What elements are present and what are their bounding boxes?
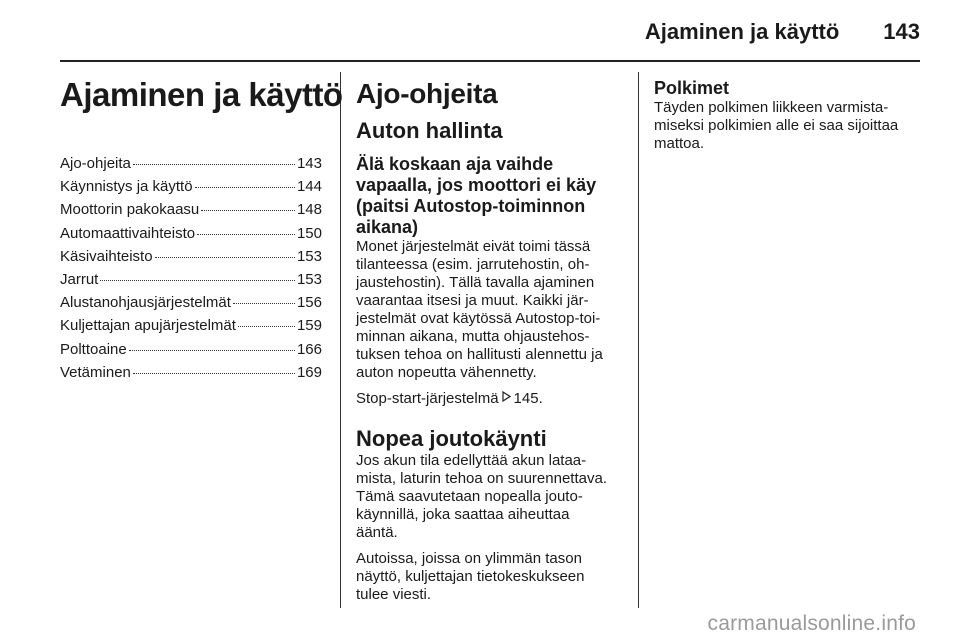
- toc-entry-page: 153: [296, 271, 322, 289]
- column-divider: [638, 72, 639, 608]
- heading-line: aikana): [356, 217, 419, 237]
- text-line: minnan aikana, mutta ohjaustehos-: [356, 328, 590, 345]
- text-line: auton nopeutta vähennetty.: [356, 364, 537, 381]
- toc-entry-label: Ajo-ohjeita: [60, 155, 131, 172]
- heading-line: vapaalla, jos moottori ei käy: [356, 175, 597, 195]
- cross-reference-page: 145.: [513, 390, 543, 407]
- toc-entry-page: 143: [296, 155, 322, 172]
- article-column: [356, 72, 624, 612]
- toc-entry-page: 144: [296, 178, 322, 196]
- toc-leader-dots: [133, 373, 295, 374]
- text-line: Monet järjestelmät eivät toimi tässä: [356, 238, 591, 255]
- toc-entry-label: Käsivaihteisto: [60, 247, 153, 265]
- text-line: jaustehostin). Tällä tavalla ajaminen: [356, 274, 595, 291]
- page-ref-arrow-icon: [502, 389, 511, 407]
- text-line: mista, laturin tehoa on suurennettava.: [356, 470, 607, 487]
- text-line: Täyden polkimen liikkeen varmista-: [654, 99, 889, 116]
- cross-reference-text: Stop-start-järjestelmä: [356, 390, 499, 407]
- toc-entry-label: Alustanohjausjärjestelmät: [60, 294, 231, 312]
- text-line: näyttö, kuljettajan tietokeskukseen: [356, 568, 585, 585]
- chapter-title: Ajaminen ja käyttö: [60, 76, 343, 113]
- toc-entry-label: Vetäminen: [60, 363, 131, 381]
- text-line: vaarantaa itsesi ja muut. Kaikki jär-: [356, 292, 589, 309]
- text-line: tuksen tehoa on hallitusti alennettu ja: [356, 346, 603, 363]
- toc-entry-label: Polttoaine: [60, 340, 127, 358]
- text-line: ääntä.: [356, 524, 398, 541]
- heading-line: (paitsi Autostop-toiminnon: [356, 196, 586, 216]
- toc-entry-page: 153: [296, 247, 322, 265]
- article-column-right: [654, 72, 924, 161]
- subsection-heading-fast-idle: Nopea joutokäynti: [356, 426, 547, 451]
- toc-entry-page: 156: [296, 294, 322, 312]
- cross-reference[interactable]: [356, 390, 624, 408]
- header-rule: [60, 60, 920, 62]
- toc-entry[interactable]: [60, 152, 322, 175]
- toc-leader-dots: [233, 303, 295, 304]
- text-line: tilanteessa (esim. jarrutehostin, oh-: [356, 256, 590, 273]
- running-header: [60, 14, 920, 50]
- toc-entry-page: 166: [296, 340, 322, 358]
- toc-entry[interactable]: [60, 245, 322, 268]
- toc-leader-dots: [238, 326, 295, 327]
- toc-leader-dots: [201, 210, 295, 211]
- paragraph-pedals: [654, 99, 924, 153]
- toc-entry-label: Moottorin pakokaasu: [60, 201, 200, 219]
- toc-entry[interactable]: [60, 175, 322, 198]
- toc-entry-page: 159: [296, 317, 322, 335]
- toc-entry[interactable]: [60, 268, 322, 291]
- heading-line: Älä koskaan aja vaihde: [356, 154, 554, 174]
- toc-entry-page: 169: [296, 363, 322, 381]
- paragraph-display-message: [356, 550, 624, 604]
- page-number: 143: [883, 19, 920, 44]
- text-line: Tämä saavutetaan nopealla jouto-: [356, 488, 583, 505]
- toc-leader-dots: [195, 187, 295, 188]
- toc-entry[interactable]: [60, 338, 322, 361]
- toc-entry-label: Käynnistys ja käyttö: [60, 178, 193, 196]
- text-line: mattoa.: [654, 135, 705, 152]
- text-line: tulee viesti.: [356, 586, 432, 603]
- paragraph-fast-idle: [356, 452, 624, 542]
- watermark: carmanualsonline.info: [707, 612, 916, 635]
- text-line: jestelmät ovat käytössä Autostop-toi-: [356, 310, 601, 327]
- subsection-heading-pedals: Polkimet: [654, 78, 730, 98]
- toc-entry[interactable]: [60, 222, 322, 245]
- chapter-contents-column: [60, 72, 343, 384]
- article-title: Ajo-ohjeita: [356, 78, 498, 109]
- table-of-contents: [60, 152, 322, 384]
- toc-leader-dots: [129, 350, 295, 351]
- section-title: Auton hallinta: [356, 118, 503, 143]
- toc-entry[interactable]: [60, 314, 322, 337]
- toc-entry-page: 148: [296, 201, 322, 219]
- text-line: Jos akun tila edellyttää akun lataa-: [356, 452, 587, 469]
- text-line: käynnillä, joka saattaa aiheuttaa: [356, 506, 570, 523]
- toc-entry[interactable]: [60, 361, 322, 384]
- toc-entry[interactable]: [60, 198, 322, 221]
- toc-entry[interactable]: [60, 291, 322, 314]
- paragraph-neutral-gear: [356, 238, 624, 382]
- subsection-heading-neutral-gear: [356, 154, 624, 238]
- text-line: miseksi polkimien alle ei saa sijoittaa: [654, 117, 899, 134]
- toc-entry-page: 150: [296, 224, 322, 242]
- toc-entry-label: Kuljettajan apujärjestelmät: [60, 317, 236, 335]
- toc-leader-dots: [100, 280, 295, 281]
- toc-leader-dots: [155, 257, 295, 258]
- toc-leader-dots: [197, 234, 295, 235]
- column-divider: [340, 72, 341, 608]
- text-line: Autoissa, joissa on ylimmän tason: [356, 550, 582, 567]
- running-header-section-title: Ajaminen ja käyttö: [644, 19, 840, 44]
- toc-entry-label: Jarrut: [60, 271, 99, 289]
- toc-entry-label: Automaattivaihteisto: [60, 224, 196, 242]
- toc-leader-dots: [133, 164, 295, 165]
